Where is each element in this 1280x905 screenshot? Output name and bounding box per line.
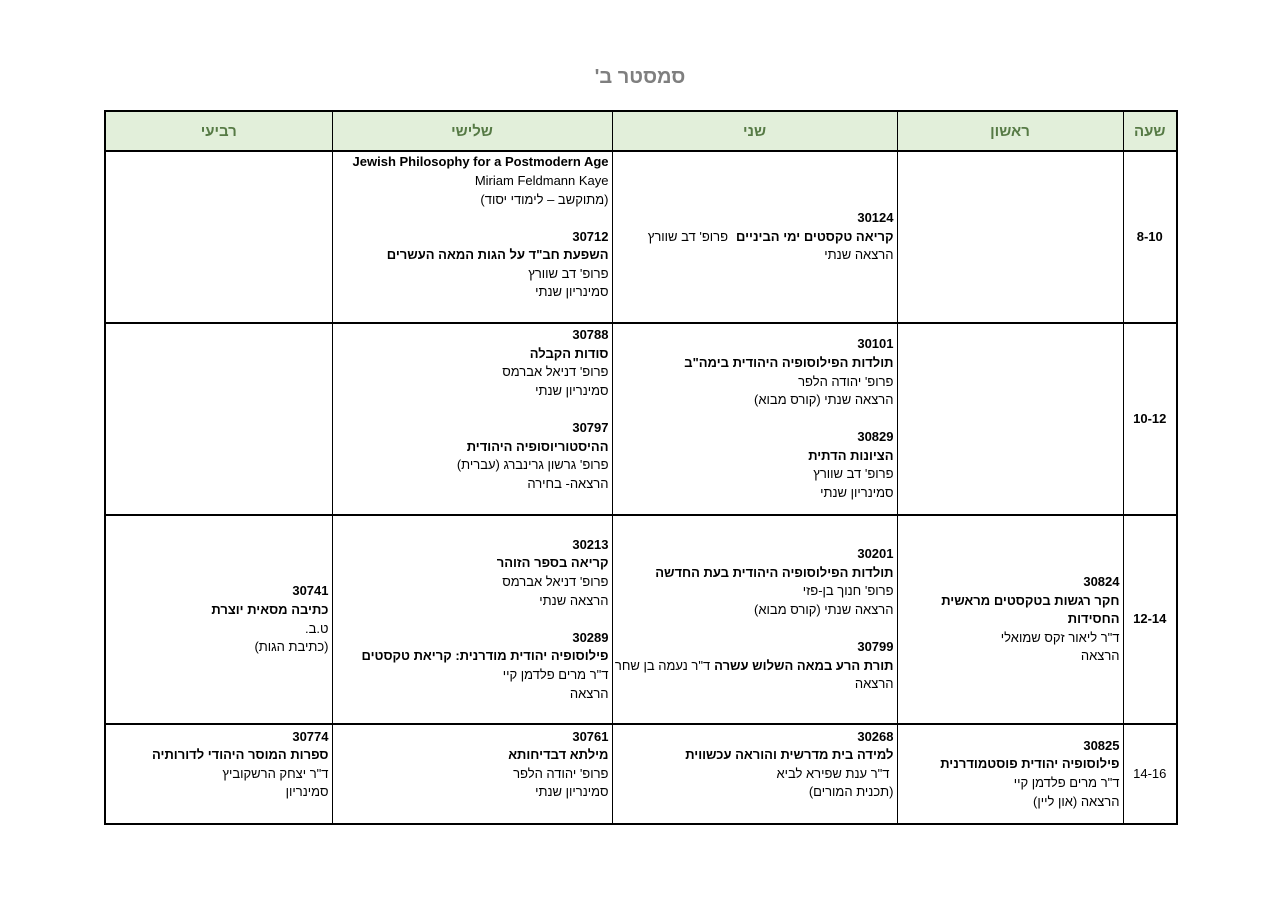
schedule-row <box>105 724 1177 824</box>
course-name: Jewish Philosophy for a Postmodern Age <box>352 154 609 170</box>
header-sunday: ראשון <box>897 111 1123 151</box>
cell-monday <box>612 323 897 515</box>
course-code: 30824 <box>1083 574 1120 590</box>
course-code: 30124 <box>857 210 894 226</box>
course-lecturer: פרופ' דב שוורץ <box>647 228 728 244</box>
cell-monday <box>612 151 897 323</box>
course-block <box>616 728 894 802</box>
course-block <box>109 582 329 656</box>
course-code: 30741 <box>292 583 329 599</box>
course-type: הרצאה שנתי (קורס מבוא) <box>754 601 894 617</box>
course-code: 30799 <box>857 639 894 655</box>
course-block <box>616 545 894 619</box>
course-name: השפעת חב"ד על הגות המאה העשרים <box>386 247 609 263</box>
course-type: הרצאה <box>1080 648 1120 664</box>
course-code: 30712 <box>572 228 609 244</box>
course-type: הרצאה <box>854 676 894 692</box>
course-lecturer: פרופ' דניאל אברמס <box>502 364 609 380</box>
course-block <box>616 638 894 694</box>
course-type: (תכנית המורים) <box>808 784 894 800</box>
course-lecturer: Miriam Feldmann Kaye <box>474 172 609 188</box>
course-lecturer: ד"ר נעמה בן שחר <box>614 657 711 673</box>
course-name: סודות הקבלה <box>529 345 609 361</box>
course-block <box>109 728 329 802</box>
course-type: סמינריון שנתי <box>535 284 609 300</box>
course-lecturer: ד"ר מרים פלדמן קיי <box>502 666 609 682</box>
course-type: סמינריון שנתי <box>535 784 609 800</box>
course-name: תולדות הפילוסופיה היהודית בימה"ב <box>684 354 894 370</box>
course-lecturer: ד"ר יצחק הרשקוביץ <box>222 765 329 781</box>
course-title-line <box>616 228 894 247</box>
course-name: תולדות הפילוסופיה היהודית בעת החדשה <box>655 564 894 580</box>
course-type: הרצאה שנתי <box>824 247 894 263</box>
header-wednesday: רביעי <box>105 111 332 151</box>
course-type: (כתיבת הגות) <box>254 639 329 655</box>
header-row <box>105 111 1177 151</box>
course-name-continued: החסידות <box>1067 611 1120 627</box>
course-block <box>336 728 609 802</box>
course-name: למידה בית מדרשית והוראה עכשווית <box>685 747 894 763</box>
cell-monday <box>612 515 897 724</box>
course-type: סמינריון שנתי <box>820 485 894 501</box>
cell-tuesday <box>332 151 612 323</box>
course-code: 30825 <box>1083 737 1120 753</box>
course-lecturer: פרופ' יהודה הלפר <box>798 373 894 389</box>
cell-tuesday <box>332 724 612 824</box>
course-name: מילתא דבדיחותא <box>508 747 609 763</box>
course-block <box>336 629 609 703</box>
course-title-line <box>616 657 894 676</box>
course-name: ספרות המוסר היהודי לדורותיה <box>152 747 329 763</box>
course-type: הרצאה שנתי <box>539 592 609 608</box>
schedule-row <box>105 515 1177 724</box>
course-name: הציונות הדתית <box>808 447 894 463</box>
course-block <box>616 209 894 265</box>
course-block <box>336 153 609 209</box>
course-type: הרצאה- בחירה <box>527 475 609 491</box>
course-type: הרצאה שנתי (קורס מבוא) <box>754 392 894 408</box>
course-name: קריאה טקסטים ימי הביניים <box>736 228 894 244</box>
course-lecturer: פרופ' דניאל אברמס <box>502 574 609 590</box>
course-type: סמינריון <box>285 784 329 800</box>
course-block <box>616 335 894 409</box>
course-block <box>616 428 894 502</box>
course-code: 30797 <box>572 420 609 435</box>
cell-wednesday <box>105 724 332 824</box>
cell-wednesday <box>105 323 332 515</box>
page-title: סמסטר ב' <box>594 66 686 88</box>
cell-sunday <box>897 323 1123 515</box>
course-name: כתיבה מסאית יוצרת <box>211 601 329 617</box>
cell-wednesday <box>105 515 332 724</box>
hour-cell: 10-12 <box>1123 323 1177 515</box>
course-code: 30289 <box>572 629 609 645</box>
course-lecturer: פרופ' דב שוורץ <box>813 466 894 482</box>
cell-sunday <box>897 515 1123 724</box>
course-lecturer: פרופ' דב שוורץ <box>528 265 609 281</box>
course-code: 30774 <box>292 728 329 744</box>
course-code: 30268 <box>857 728 894 744</box>
schedule-table <box>104 110 1178 825</box>
hour-cell: 12-14 <box>1123 515 1177 724</box>
schedule-row <box>105 323 1177 515</box>
course-code: 30761 <box>572 728 609 744</box>
course-name: חקר רגשות בטקסטים מראשית <box>941 592 1120 608</box>
course-block <box>901 573 1120 666</box>
cell-monday <box>612 724 897 824</box>
course-name: קריאה בספר הזוהר <box>496 555 609 571</box>
hour-cell: 14-16 <box>1123 724 1177 824</box>
cell-tuesday <box>332 323 612 515</box>
cell-sunday <box>897 151 1123 323</box>
course-block <box>336 228 609 302</box>
course-code: 30201 <box>857 546 894 562</box>
course-block <box>336 536 609 610</box>
course-name: פילוסופיה יהודית פוסטמודרנית <box>940 756 1120 772</box>
course-lecturer: פרופ' יהודה הלפר <box>513 765 609 781</box>
course-lecturer: פרופ' חנוך בן-פזי <box>802 583 894 599</box>
course-code: 30829 <box>857 429 894 445</box>
schedule-row <box>105 151 1177 323</box>
cell-sunday <box>897 724 1123 824</box>
course-type: הרצאה <box>569 685 609 701</box>
course-code: 30101 <box>857 336 894 352</box>
course-code: 30788 <box>572 327 609 343</box>
hour-cell: 8-10 <box>1123 151 1177 323</box>
course-lecturer: ד"ר ליאור זקס שמואלי <box>1000 629 1120 645</box>
course-name: פילוסופיה יהודית מודרנית: קריאת טקסטים <box>361 648 609 664</box>
course-block <box>336 326 609 400</box>
course-type: (מתוקשב – לימודי יסוד) <box>480 191 609 207</box>
course-block <box>336 419 609 493</box>
header-tuesday: שלישי <box>332 111 612 151</box>
course-type: סמינריון שנתי <box>535 382 609 398</box>
cell-tuesday <box>332 515 612 724</box>
course-name: ההיסטוריוסופיה היהודית <box>466 438 609 454</box>
cell-wednesday <box>105 151 332 323</box>
course-lecturer: ט.ב. <box>305 620 329 636</box>
header-monday: שני <box>612 111 897 151</box>
header-hour: שעה <box>1123 111 1177 151</box>
course-lecturer: פרופ' גרשון גרינברג (עברית) <box>456 457 609 473</box>
course-code: 30213 <box>572 536 609 552</box>
course-lecturer: ד"ר ענת שפירא לביא <box>776 765 890 781</box>
course-name: תורת הרע במאה השלוש עשרה <box>714 657 894 673</box>
course-type: הרצאה (און ליין) <box>1033 793 1120 809</box>
course-lecturer: ד"ר מרים פלדמן קיי <box>1013 775 1120 790</box>
course-block <box>901 737 1120 811</box>
